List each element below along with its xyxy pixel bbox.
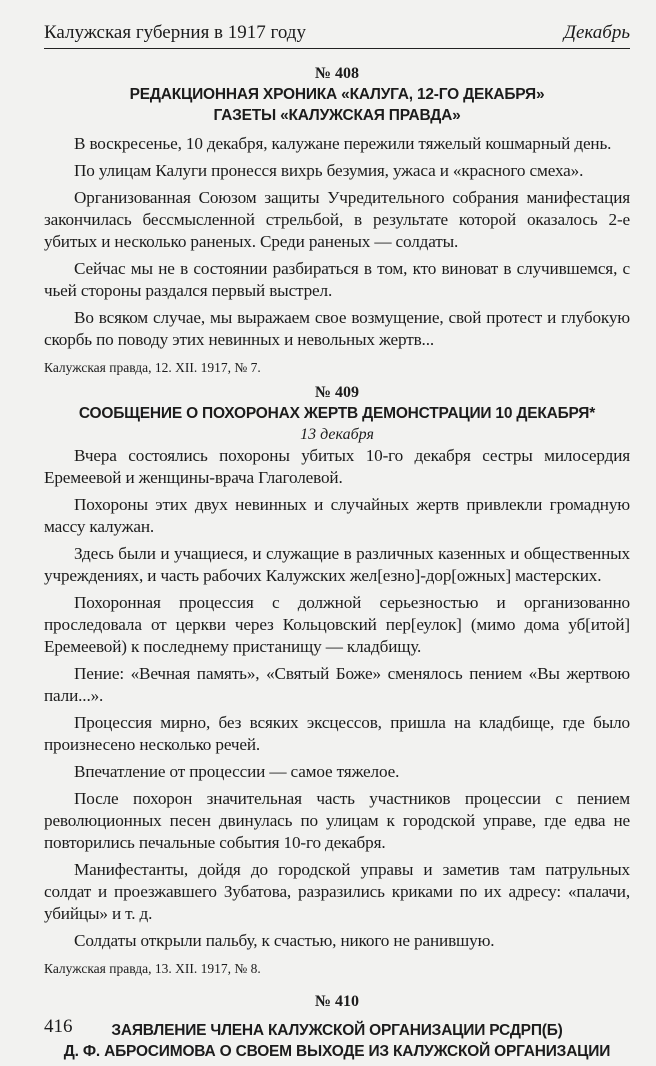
doc-410-title-line2: Д. Ф. АБРОСИМОВА О СВОЕМ ВЫХОДЕ ИЗ КАЛУЖСКОЙ ОРГАНИЗАЦИИ [63,1043,611,1060]
doc-408-paragraph: В воскресенье, 10 декабря, калужане пережили тяжелый кошмарный день. [74,134,612,153]
doc-409-paragraph: Солдаты открыли пальбу, к счастью, никого не ранившую. [74,931,495,950]
header-month: Декабрь [563,22,630,43]
doc-408-paragraph: Сейчас мы не в состоянии разбираться в том, кто виноват в случившемся, с чьей стороны раздался первый выстрел. [44,259,630,300]
doc-408-number: № 408 [314,65,360,82]
doc-410-number: № 410 [314,993,360,1010]
running-header [44,22,630,49]
document-410 [44,993,630,1061]
page-number: 416 [44,1016,73,1037]
doc-409-paragraph: Процессия мирно, без всяких эксцессов, пришла на кладбище, где было произнесено несколько речей. [44,713,630,754]
doc-408-paragraph: По улицам Калуги пронесся вихрь безумия, ужаса и «красного смеха». [74,161,584,180]
doc-409-date: 13 декабря [300,426,374,443]
doc-409-paragraph: После похорон значительная часть участников процессии с пением революционных песен двинулась по улицам к городской управе, где едва не повторились печальные события 10-го декабря. [44,789,630,852]
doc-409-paragraph: Манифестанты, дойдя до городской управы и заметив там патрульных солдат и проезжавшего Зубатова, разразились криками по их адресу: «палачи, убийцы» и т. д. [44,860,630,923]
doc-410-title-line1: ЗАЯВЛЕНИЕ ЧЛЕНА КАЛУЖСКОЙ ОРГАНИЗАЦИИ РСДРП(Б) [111,1022,563,1039]
doc-409-paragraph: Пение: «Вечная память», «Святый Боже» сменялось пением «Вы жертвою пали...». [44,664,630,705]
doc-408-title-line1: РЕДАКЦИОННАЯ ХРОНИКА «КАЛУГА, 12-ГО ДЕКАБРЯ» [129,86,545,103]
document-408 [44,65,630,376]
doc-409-paragraph: Вчера состоялись похороны убитых 10-го декабря сестры милосердия Еремеевой и женщины-врача Глаголевой. [44,446,630,487]
book-page [44,22,630,1061]
doc-408-title-line2: ГАЗЕТЫ «КАЛУЖСКАЯ ПРАВДА» [213,107,461,124]
doc-409-title: СООБЩЕНИЕ О ПОХОРОНАХ ЖЕРТВ ДЕМОНСТРАЦИИ 10 ДЕКАБРЯ* [78,405,596,422]
doc-408-source: Калужская правда, 12. XII. 1917, № 7. [44,360,261,375]
doc-408-paragraph: Во всяком случае, мы выражаем свое возмущение, свой протест и глубокую скорбь по поводу этих невинных и невольных жертв... [44,308,630,349]
header-title: Калужская губерния в 1917 году [44,22,306,43]
document-409 [44,384,630,977]
doc-409-number: № 409 [314,384,360,401]
doc-409-paragraph: Здесь были и учащиеся, и служащие в различных казенных и общественных учреждениях, и часть рабочих Калужских жел[езно]-дор[ожных] мастерских. [44,544,630,585]
doc-409-paragraph: Похоронная процессия с должной серьезностью и организованно проследовала от церкви через Кольцовский пер[еулок] (мимо дома уб[итой] Еремеевой) к последнему пристанищу — кладбищу. [44,593,630,656]
doc-409-source: Калужская правда, 13. XII. 1917, № 8. [44,961,261,976]
doc-409-paragraph: Похороны этих двух невинных и случайных жертв привлекли громадную массу калужан. [44,495,630,536]
doc-409-paragraph: Впечатление от процессии — самое тяжелое. [74,762,400,781]
doc-408-paragraph: Организованная Союзом защиты Учредительного собрания манифестация закончилась бессмысленной стрельбой, в результате которой оказалось 2-е убитых и несколько раненых. Среди раненых — солдаты. [44,188,630,251]
